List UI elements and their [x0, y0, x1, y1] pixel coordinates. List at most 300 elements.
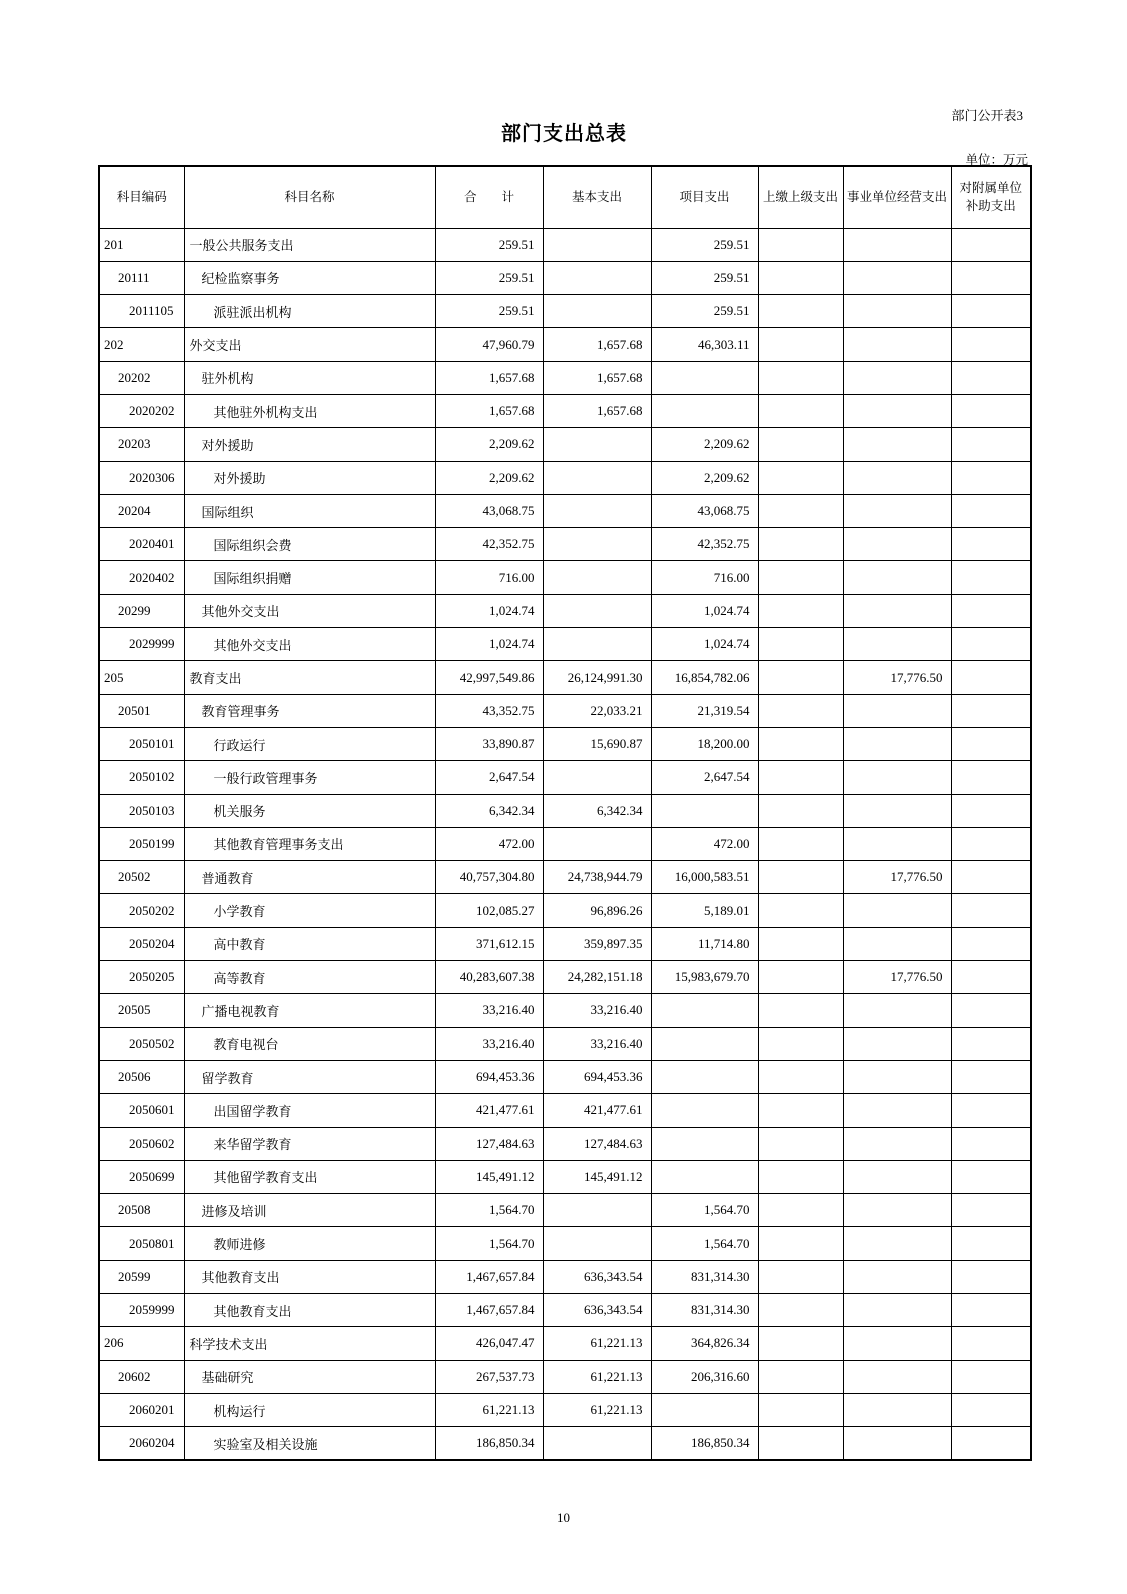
subject-code-cell: 20111 [99, 261, 184, 294]
project-cell: 259.51 [651, 261, 758, 294]
subsidy-cell [951, 994, 1031, 1027]
subsidy-cell [951, 1094, 1031, 1127]
upper-cell [758, 1060, 843, 1093]
subject-code-cell: 20602 [99, 1360, 184, 1393]
total-cell: 6,342.34 [435, 794, 543, 827]
upper-cell [758, 894, 843, 927]
upper-cell [758, 1260, 843, 1293]
table-row [99, 794, 1031, 827]
upper-cell [758, 1094, 843, 1127]
subsidy-cell [951, 1260, 1031, 1293]
upper-cell [758, 827, 843, 860]
subject-code-cell: 2050699 [99, 1160, 184, 1193]
subject-code-cell: 20508 [99, 1194, 184, 1227]
total-cell: 61,221.13 [435, 1393, 543, 1426]
table-row [99, 561, 1031, 594]
subsidy-cell [951, 1227, 1031, 1260]
project-cell [651, 794, 758, 827]
subject-code-cell: 2050601 [99, 1094, 184, 1127]
subsidy-cell [951, 1327, 1031, 1360]
business-cell [843, 694, 951, 727]
table-row [99, 1060, 1031, 1093]
table-row [99, 628, 1031, 661]
total-cell: 127,484.63 [435, 1127, 543, 1160]
total-cell: 42,352.75 [435, 528, 543, 561]
subject-name-cell: 教育支出 [184, 661, 435, 694]
subject-code-cell: 2050101 [99, 727, 184, 760]
subsidy-cell [951, 1427, 1031, 1460]
subject-name-cell: 来华留学教育 [184, 1127, 435, 1160]
project-cell [651, 361, 758, 394]
upper-cell [758, 1194, 843, 1227]
upper-cell [758, 1227, 843, 1260]
subject-code-cell: 2050205 [99, 961, 184, 994]
subsidy-cell [951, 661, 1031, 694]
subject-code-cell: 2020202 [99, 394, 184, 427]
upper-cell [758, 494, 843, 527]
subject-name-cell: 其他教育管理事务支出 [184, 827, 435, 860]
business-cell [843, 727, 951, 760]
subsidy-cell [951, 794, 1031, 827]
table-row [99, 461, 1031, 494]
basic-cell: 22,033.21 [543, 694, 651, 727]
subject-code-cell: 2050202 [99, 894, 184, 927]
basic-cell [543, 1194, 651, 1227]
upper-cell [758, 761, 843, 794]
subject-name-cell: 广播电视教育 [184, 994, 435, 1027]
basic-cell: 1,657.68 [543, 328, 651, 361]
business-cell [843, 228, 951, 261]
project-cell: 2,209.62 [651, 461, 758, 494]
table-row [99, 594, 1031, 627]
table-row [99, 328, 1031, 361]
total-cell: 2,209.62 [435, 461, 543, 494]
total-cell: 43,068.75 [435, 494, 543, 527]
business-cell [843, 1360, 951, 1393]
subject-name-cell: 其他外交支出 [184, 594, 435, 627]
total-cell: 426,047.47 [435, 1327, 543, 1360]
subsidy-cell [951, 961, 1031, 994]
business-cell [843, 394, 951, 427]
subject-name-cell: 行政运行 [184, 727, 435, 760]
basic-cell: 24,738,944.79 [543, 861, 651, 894]
total-cell: 259.51 [435, 295, 543, 328]
table-row [99, 1127, 1031, 1160]
business-cell [843, 1294, 951, 1327]
business-cell [843, 1260, 951, 1293]
subject-code-cell: 2050102 [99, 761, 184, 794]
subject-name-cell: 教育电视台 [184, 1027, 435, 1060]
business-cell [843, 994, 951, 1027]
total-cell: 33,216.40 [435, 1027, 543, 1060]
subject-code-cell: 20202 [99, 361, 184, 394]
upper-cell [758, 261, 843, 294]
project-cell [651, 394, 758, 427]
business-cell [843, 1060, 951, 1093]
total-cell: 145,491.12 [435, 1160, 543, 1193]
total-cell: 33,216.40 [435, 994, 543, 1027]
business-cell [843, 1327, 951, 1360]
upper-cell [758, 1393, 843, 1426]
subject-code-cell: 20501 [99, 694, 184, 727]
column-header-business-operating: 事业单位经营支出 [843, 166, 951, 228]
subsidy-cell [951, 394, 1031, 427]
subsidy-cell [951, 561, 1031, 594]
subject-name-cell: 出国留学教育 [184, 1094, 435, 1127]
basic-cell: 127,484.63 [543, 1127, 651, 1160]
subsidy-cell [951, 628, 1031, 661]
subject-name-cell: 基础研究 [184, 1360, 435, 1393]
upper-cell [758, 328, 843, 361]
subject-name-cell: 高中教育 [184, 927, 435, 960]
upper-cell [758, 1327, 843, 1360]
total-cell: 40,757,304.80 [435, 861, 543, 894]
upper-cell [758, 1127, 843, 1160]
upper-cell [758, 628, 843, 661]
basic-cell: 33,216.40 [543, 994, 651, 1027]
upper-cell [758, 994, 843, 1027]
subject-code-cell: 2020306 [99, 461, 184, 494]
subject-code-cell: 20506 [99, 1060, 184, 1093]
page-title: 部门支出总表 [501, 123, 627, 145]
basic-cell [543, 528, 651, 561]
business-cell [843, 461, 951, 494]
upper-cell [758, 1294, 843, 1327]
subject-name-cell: 纪检监察事务 [184, 261, 435, 294]
subject-code-cell: 2050103 [99, 794, 184, 827]
project-cell: 1,564.70 [651, 1227, 758, 1260]
table-row [99, 1194, 1031, 1227]
upper-cell [758, 661, 843, 694]
subsidy-cell [951, 827, 1031, 860]
business-cell [843, 428, 951, 461]
project-cell [651, 994, 758, 1027]
basic-cell: 33,216.40 [543, 1027, 651, 1060]
basic-cell: 96,896.26 [543, 894, 651, 927]
project-cell: 1,024.74 [651, 628, 758, 661]
total-cell: 421,477.61 [435, 1094, 543, 1127]
total-cell: 43,352.75 [435, 694, 543, 727]
unit-note: 单位：万元 [965, 153, 1028, 167]
table-row [99, 1327, 1031, 1360]
business-cell [843, 1227, 951, 1260]
subject-name-cell: 高等教育 [184, 961, 435, 994]
column-header-project-expenditure: 项目支出 [651, 166, 758, 228]
subject-name-cell: 留学教育 [184, 1060, 435, 1093]
basic-cell [543, 761, 651, 794]
basic-cell [543, 494, 651, 527]
basic-cell [543, 461, 651, 494]
business-cell [843, 794, 951, 827]
total-cell: 42,997,549.86 [435, 661, 543, 694]
project-cell: 364,826.34 [651, 1327, 758, 1360]
subsidy-cell [951, 528, 1031, 561]
subject-code-cell: 2020401 [99, 528, 184, 561]
total-cell: 47,960.79 [435, 328, 543, 361]
project-cell: 206,316.60 [651, 1360, 758, 1393]
subject-name-cell: 其他外交支出 [184, 628, 435, 661]
total-cell: 1,564.70 [435, 1227, 543, 1260]
table-row [99, 827, 1031, 860]
business-cell [843, 1194, 951, 1227]
subject-name-cell: 机关服务 [184, 794, 435, 827]
subsidy-cell [951, 1027, 1031, 1060]
total-cell: 2,647.54 [435, 761, 543, 794]
subsidy-cell [951, 1393, 1031, 1426]
business-cell: 17,776.50 [843, 661, 951, 694]
subject-code-cell: 2059999 [99, 1294, 184, 1327]
subject-name-cell: 教育管理事务 [184, 694, 435, 727]
business-cell [843, 1160, 951, 1193]
basic-cell: 694,453.36 [543, 1060, 651, 1093]
total-cell: 1,024.74 [435, 628, 543, 661]
subject-name-cell: 其他教育支出 [184, 1294, 435, 1327]
upper-cell [758, 1427, 843, 1460]
project-cell [651, 1060, 758, 1093]
subject-code-cell: 20203 [99, 428, 184, 461]
table-row [99, 1393, 1031, 1426]
subject-name-cell: 机构运行 [184, 1393, 435, 1426]
basic-cell [543, 261, 651, 294]
page-number: 10 [557, 1510, 570, 1525]
subject-code-cell: 2050602 [99, 1127, 184, 1160]
subject-code-cell: 206 [99, 1327, 184, 1360]
business-cell [843, 1427, 951, 1460]
business-cell [843, 894, 951, 927]
table-row [99, 661, 1031, 694]
doc-sheet-label: 部门公开表3 [951, 108, 1023, 123]
basic-cell: 1,657.68 [543, 361, 651, 394]
table-row [99, 528, 1031, 561]
table-row [99, 1227, 1031, 1260]
subject-code-cell: 201 [99, 228, 184, 261]
subject-code-cell: 205 [99, 661, 184, 694]
project-cell: 16,854,782.06 [651, 661, 758, 694]
subsidy-cell [951, 261, 1031, 294]
project-cell: 831,314.30 [651, 1260, 758, 1293]
upper-cell [758, 428, 843, 461]
table-row [99, 394, 1031, 427]
total-cell: 371,612.15 [435, 927, 543, 960]
subsidy-cell [951, 594, 1031, 627]
project-cell: 43,068.75 [651, 494, 758, 527]
basic-cell: 636,343.54 [543, 1294, 651, 1327]
upper-cell [758, 727, 843, 760]
project-cell [651, 1094, 758, 1127]
project-cell: 472.00 [651, 827, 758, 860]
basic-cell: 26,124,991.30 [543, 661, 651, 694]
business-cell [843, 628, 951, 661]
upper-cell [758, 861, 843, 894]
project-cell: 11,714.80 [651, 927, 758, 960]
total-cell: 33,890.87 [435, 727, 543, 760]
subsidy-cell [951, 361, 1031, 394]
business-cell [843, 295, 951, 328]
business-cell [843, 927, 951, 960]
basic-cell [543, 628, 651, 661]
table-row [99, 761, 1031, 794]
subject-code-cell: 2020402 [99, 561, 184, 594]
subject-name-cell: 小学教育 [184, 894, 435, 927]
total-cell: 1,024.74 [435, 594, 543, 627]
project-cell: 2,209.62 [651, 428, 758, 461]
total-cell: 472.00 [435, 827, 543, 860]
basic-cell [543, 561, 651, 594]
basic-cell: 359,897.35 [543, 927, 651, 960]
table-row [99, 361, 1031, 394]
table-row [99, 494, 1031, 527]
subsidy-cell [951, 1160, 1031, 1193]
table-row [99, 927, 1031, 960]
subject-name-cell: 科学技术支出 [184, 1327, 435, 1360]
upper-cell [758, 561, 843, 594]
table-row [99, 1027, 1031, 1060]
project-cell: 15,983,679.70 [651, 961, 758, 994]
subject-code-cell: 2060201 [99, 1393, 184, 1426]
subject-code-cell: 2029999 [99, 628, 184, 661]
business-cell [843, 1027, 951, 1060]
subsidy-cell [951, 727, 1031, 760]
total-cell: 1,467,657.84 [435, 1294, 543, 1327]
table-row [99, 428, 1031, 461]
subsidy-cell [951, 428, 1031, 461]
subsidy-cell [951, 1194, 1031, 1227]
project-cell: 16,000,583.51 [651, 861, 758, 894]
business-cell [843, 761, 951, 794]
basic-cell: 1,657.68 [543, 394, 651, 427]
subject-name-cell: 一般行政管理事务 [184, 761, 435, 794]
business-cell [843, 328, 951, 361]
basic-cell: 61,221.13 [543, 1360, 651, 1393]
subject-name-cell: 驻外机构 [184, 361, 435, 394]
total-cell: 40,283,607.38 [435, 961, 543, 994]
project-cell [651, 1127, 758, 1160]
subject-name-cell: 国际组织捐赠 [184, 561, 435, 594]
subject-name-cell: 其他驻外机构支出 [184, 394, 435, 427]
subsidy-cell [951, 461, 1031, 494]
table-row [99, 228, 1031, 261]
subject-name-cell: 外交支出 [184, 328, 435, 361]
upper-cell [758, 361, 843, 394]
subject-name-cell: 对外援助 [184, 428, 435, 461]
upper-cell [758, 594, 843, 627]
basic-cell [543, 428, 651, 461]
subject-name-cell: 其他留学教育支出 [184, 1160, 435, 1193]
subject-code-cell: 2050199 [99, 827, 184, 860]
subject-code-cell: 2011105 [99, 295, 184, 328]
business-cell [843, 261, 951, 294]
table-row [99, 694, 1031, 727]
upper-cell [758, 394, 843, 427]
subsidy-cell [951, 1294, 1031, 1327]
project-cell: 1,564.70 [651, 1194, 758, 1227]
business-cell [843, 827, 951, 860]
project-cell: 1,024.74 [651, 594, 758, 627]
upper-cell [758, 228, 843, 261]
column-header-paid-to-superior: 上缴上级支出 [758, 166, 843, 228]
table-row [99, 295, 1031, 328]
subsidy-cell [951, 861, 1031, 894]
project-cell: 46,303.11 [651, 328, 758, 361]
table-row [99, 1160, 1031, 1193]
table-row [99, 1294, 1031, 1327]
table-row [99, 894, 1031, 927]
subject-code-cell: 2060204 [99, 1427, 184, 1460]
business-cell [843, 1094, 951, 1127]
project-cell [651, 1160, 758, 1193]
total-cell: 259.51 [435, 261, 543, 294]
business-cell: 17,776.50 [843, 961, 951, 994]
total-cell: 2,209.62 [435, 428, 543, 461]
column-header-subject-name: 科目名称 [184, 166, 435, 228]
subsidy-cell [951, 694, 1031, 727]
basic-cell: 24,282,151.18 [543, 961, 651, 994]
basic-cell [543, 827, 651, 860]
basic-cell [543, 1227, 651, 1260]
subject-code-cell: 20505 [99, 994, 184, 1027]
basic-cell: 61,221.13 [543, 1327, 651, 1360]
basic-cell [543, 1427, 651, 1460]
subsidy-cell [951, 894, 1031, 927]
subject-name-cell: 教师进修 [184, 1227, 435, 1260]
total-cell: 267,537.73 [435, 1360, 543, 1393]
total-cell: 102,085.27 [435, 894, 543, 927]
project-cell: 831,314.30 [651, 1294, 758, 1327]
upper-cell [758, 694, 843, 727]
basic-cell: 145,491.12 [543, 1160, 651, 1193]
project-cell [651, 1027, 758, 1060]
column-header-subject-code: 科目编码 [99, 166, 184, 228]
business-cell [843, 1127, 951, 1160]
table-row [99, 727, 1031, 760]
subject-name-cell: 其他教育支出 [184, 1260, 435, 1293]
subsidy-cell [951, 228, 1031, 261]
project-cell: 2,647.54 [651, 761, 758, 794]
subject-name-cell: 派驻派出机构 [184, 295, 435, 328]
total-cell: 716.00 [435, 561, 543, 594]
subsidy-cell [951, 927, 1031, 960]
table-row [99, 961, 1031, 994]
basic-cell: 6,342.34 [543, 794, 651, 827]
subject-name-cell: 实验室及相关设施 [184, 1427, 435, 1460]
subsidy-cell [951, 295, 1031, 328]
total-cell: 1,657.68 [435, 394, 543, 427]
upper-cell [758, 794, 843, 827]
upper-cell [758, 1160, 843, 1193]
subject-name-cell: 进修及培训 [184, 1194, 435, 1227]
table-row [99, 1260, 1031, 1293]
subsidy-cell [951, 1127, 1031, 1160]
total-cell: 1,564.70 [435, 1194, 543, 1227]
upper-cell [758, 961, 843, 994]
project-cell: 259.51 [651, 295, 758, 328]
column-header-total: 合 计 [435, 166, 543, 228]
business-cell [843, 1393, 951, 1426]
basic-cell: 61,221.13 [543, 1393, 651, 1426]
subsidy-cell [951, 1060, 1031, 1093]
project-cell: 21,319.54 [651, 694, 758, 727]
total-cell: 1,657.68 [435, 361, 543, 394]
subject-name-cell: 普通教育 [184, 861, 435, 894]
basic-cell [543, 295, 651, 328]
upper-cell [758, 1360, 843, 1393]
subsidy-cell [951, 494, 1031, 527]
subsidy-cell [951, 328, 1031, 361]
subject-name-cell: 一般公共服务支出 [184, 228, 435, 261]
project-cell: 18,200.00 [651, 727, 758, 760]
table-row [99, 994, 1031, 1027]
table-header-row [99, 166, 1031, 228]
